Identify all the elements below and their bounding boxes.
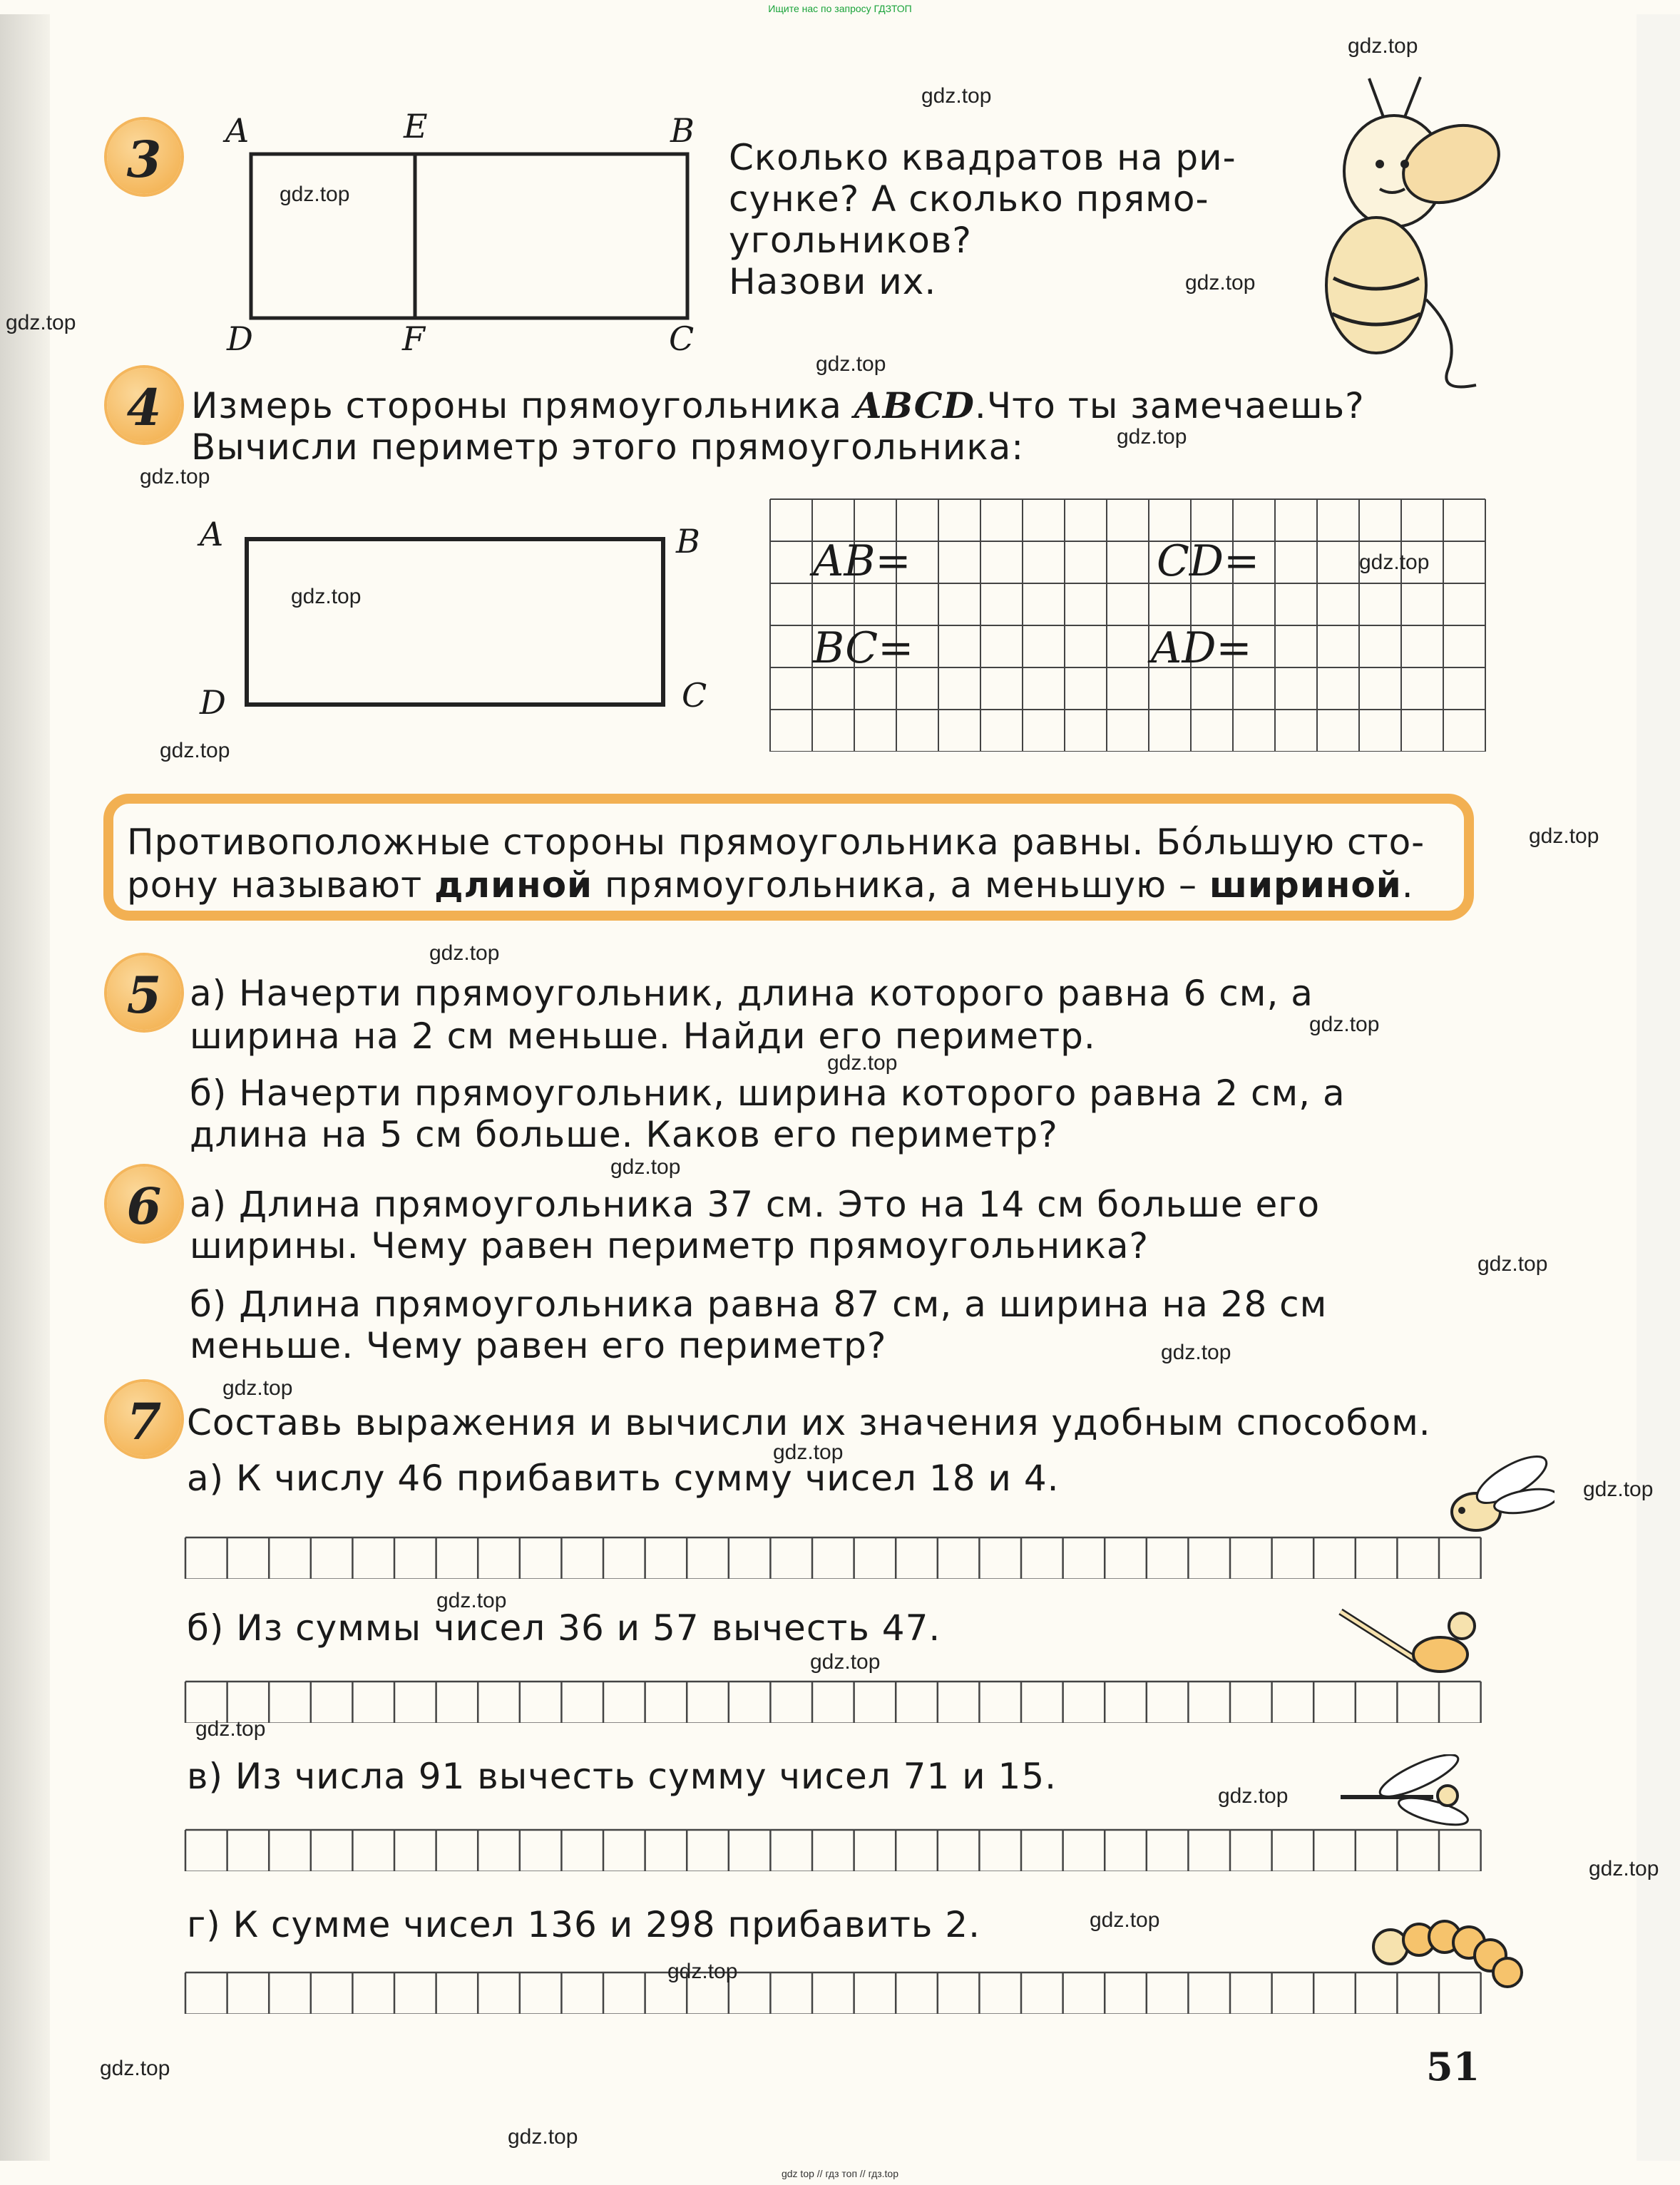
- task-5-badge: [107, 956, 181, 1030]
- task-3-label-b: B: [670, 111, 695, 150]
- task-4-entry-ad: AD=: [1151, 623, 1252, 673]
- task-4-entry-cd: CD=: [1157, 536, 1260, 586]
- watermark: gdz.top: [160, 739, 230, 762]
- task-3-label-f: F: [402, 319, 425, 358]
- watermark: gdz.top: [1218, 1784, 1289, 1808]
- task-7c-answer-grid[interactable]: [184, 1828, 1486, 1871]
- watermark: gdz.top: [827, 1051, 898, 1075]
- watermark: gdz.top: [667, 1960, 738, 1983]
- task-4-line-1-post: .Что ты замечаешь?: [974, 385, 1365, 426]
- task-5b-line-1: б) Начерти прямоугольник, ширина которого равна 2 см, а: [190, 1073, 1346, 1114]
- task-6a-line-1: а) Длина прямоугольника 37 см. Это на 14 см больше его: [190, 1184, 1321, 1225]
- task-3-badge: [107, 120, 181, 194]
- watermark: gdz.top: [816, 352, 886, 376]
- rule-term-width: шириной: [1209, 864, 1402, 906]
- task-3-line-2: сунке? А сколько прямо-: [729, 178, 1209, 220]
- task-4-label-c: C: [682, 676, 707, 715]
- rule-line-2: [127, 864, 1414, 906]
- watermark: gdz.top: [1161, 1341, 1231, 1364]
- watermark: gdz.top: [222, 1376, 293, 1400]
- page-right-edge: [1637, 14, 1680, 2161]
- task-4-label-a: A: [200, 515, 224, 553]
- task-6b-line-1: б) Длина прямоугольника равна 87 см, а ширина на 28 см: [190, 1284, 1328, 1325]
- watermark: gdz.top: [1359, 551, 1430, 574]
- task-7c-text: в) Из числа 91 вычесть сумму чисел 71 и 15.: [187, 1756, 1057, 1797]
- task-4-entry-ab: AB=: [813, 536, 911, 586]
- watermark: gdz.top: [280, 183, 350, 206]
- task-7b-answer-grid[interactable]: [184, 1680, 1486, 1723]
- watermark: gdz.top: [6, 311, 76, 334]
- watermark: gdz.top: [1583, 1478, 1654, 1501]
- watermark: gdz.top: [610, 1155, 681, 1179]
- task-4-label-b: B: [676, 522, 700, 561]
- task-7-badge: [107, 1382, 181, 1456]
- watermark: gdz.top: [100, 2057, 170, 2080]
- watermark: gdz.top: [1348, 34, 1418, 58]
- bee-illustration: [1298, 64, 1512, 399]
- task-4-entry-bc: BC=: [813, 623, 914, 673]
- task-6-number: 6: [126, 1177, 162, 1236]
- task-4-line-1: [191, 385, 1365, 426]
- watermark: gdz.top: [291, 585, 362, 608]
- task-7d-text: г) К сумме чисел 136 и 298 прибавить 2.: [187, 1904, 980, 1945]
- watermark: gdz.top: [1477, 1252, 1548, 1276]
- task-7a-answer-grid[interactable]: [184, 1536, 1486, 1579]
- task-5a-line-2: ширина на 2 см меньше. Найди его периметр.: [190, 1015, 1096, 1057]
- task-5b-line-2: длина на 5 см больше. Каков его периметр?: [190, 1114, 1058, 1155]
- task-3-figure: [235, 143, 706, 328]
- task-3-label-a: A: [225, 111, 250, 150]
- fly-illustration: [1433, 1441, 1554, 1540]
- watermark: gdz.top: [1309, 1013, 1380, 1036]
- task-4-line-2: Вычисли периметр этого прямоугольника:: [191, 426, 1025, 468]
- task-7-intro: Составь выражения и вычисли их значения удобным способом.: [187, 1402, 1431, 1443]
- watermark: gdz.top: [436, 1589, 507, 1612]
- watermark: gdz.top: [195, 1717, 266, 1741]
- task-3-line-4: Назови их.: [729, 261, 937, 302]
- task-7d-answer-grid[interactable]: [184, 1971, 1486, 2014]
- watermark: gdz.top: [1090, 1908, 1160, 1932]
- rule-line-2-pre: рону называют: [127, 864, 435, 906]
- task-7a-text: а) К числу 46 прибавить сумму чисел 18 и 4.: [187, 1458, 1060, 1499]
- task-6a-line-2: ширины. Чему равен периметр прямоугольника?: [190, 1225, 1149, 1267]
- watermark: gdz.top: [1185, 271, 1256, 295]
- rule-line-2-mid: прямоугольника, а меньшую –: [593, 864, 1209, 906]
- page-left-edge: [0, 14, 50, 2161]
- task-6b-line-2: меньше. Чему равен его периметр?: [190, 1325, 887, 1366]
- task-4-badge: [107, 368, 181, 442]
- header-notice: Ищите нас по запросу ГДЗТОП: [768, 3, 912, 14]
- watermark: gdz.top: [773, 1441, 844, 1464]
- task-4-line-1-pre: Измерь стороны прямоугольника: [191, 385, 854, 426]
- task-4-line-1-bold: ABCD: [854, 384, 975, 426]
- watermark: gdz.top: [429, 941, 500, 965]
- dragonfly-illustration: [1326, 1754, 1483, 1833]
- watermark: gdz.top: [140, 465, 210, 488]
- task-3-line-3: угольников?: [729, 220, 972, 261]
- task-4-label-d: D: [200, 683, 226, 722]
- task-3-label-c: C: [669, 319, 695, 358]
- watermark: gdz.top: [810, 1650, 881, 1674]
- task-4-rectangle: [242, 535, 670, 713]
- page-number: 51: [1426, 2044, 1480, 2089]
- task-7b-text: б) Из суммы чисел 36 и 57 вычесть 47.: [187, 1607, 941, 1649]
- watermark: gdz.top: [1529, 824, 1599, 848]
- ant-with-pencil-illustration: [1326, 1597, 1483, 1690]
- task-5a-line-1: а) Начерти прямоугольник, длина которого равна 6 см, а: [190, 973, 1313, 1014]
- rule-term-length: длиной: [434, 864, 593, 906]
- task-7-number: 7: [126, 1392, 162, 1451]
- task-3-text: [729, 137, 1236, 302]
- task-3-label-e: E: [404, 107, 428, 145]
- watermark: gdz.top: [1589, 1857, 1659, 1880]
- watermark: gdz.top: [921, 84, 992, 108]
- task-3-number: 3: [126, 130, 162, 189]
- footer-notice: gdz top // гдз топ // гдз.top: [781, 2168, 899, 2179]
- task-5-number: 5: [126, 966, 162, 1025]
- watermark: gdz.top: [1117, 425, 1187, 449]
- caterpillar-illustration: [1362, 1897, 1526, 1997]
- task-4-number: 4: [126, 378, 162, 437]
- rule-line-1: Противоположные стороны прямоугольника равны. Бо́льшую сто-: [127, 822, 1425, 863]
- task-3-label-d: D: [227, 319, 253, 358]
- task-3-line-1: Сколько квадратов на ри-: [729, 137, 1236, 178]
- watermark: gdz.top: [508, 2125, 578, 2149]
- task-6-badge: [107, 1167, 181, 1241]
- rule-line-2-end: .: [1401, 864, 1414, 906]
